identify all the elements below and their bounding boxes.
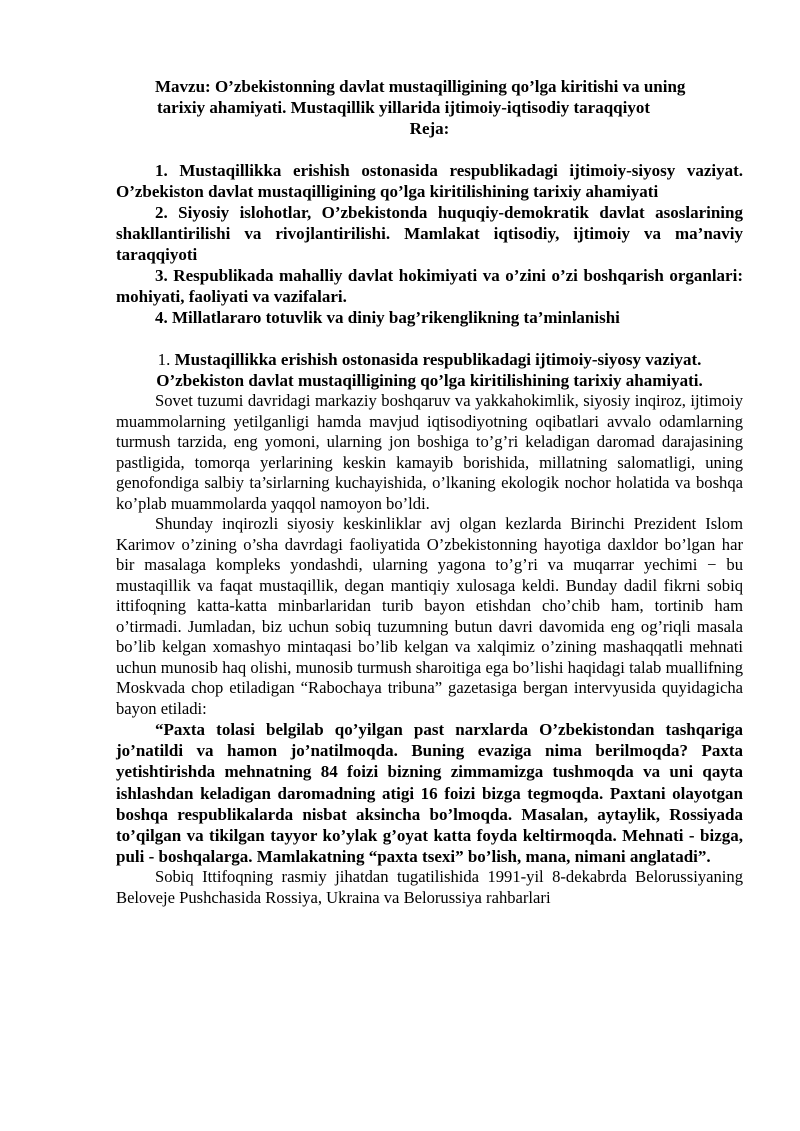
section-1-heading (116, 349, 743, 391)
title-line-2: tarixiy ahamiyati. Mustaqillik yillarida ijtimoiy-iqtisodiy taraqqiyot (157, 98, 651, 117)
document-page (116, 76, 743, 908)
section-1-number: 1. (157, 350, 175, 369)
paragraph-2: Shunday inqirozli siyosiy keskinliklar avj olgan kezlarda Birinchi Prezident Islom Karimov o’zining o’sha davrdagi faoliyatida O’zbekistonning hayotiga daxldor bo’lgan har bir masalaga kompleks yondashdi, ularning yagona to’g’ri va muqarrar yechimi − bu mustaqillik va faqat mustaqillik, degan mantiqiy xulosaga keldi. Bunday dadil fikrni sobiq ittifoqning katta-katta minbarlaridan turib bayon etishdan cho’chib ham, tortinib ham o’tirmadi. Jumladan, biz uchun sobiq tuzumning butun davri davomida eng og’riqli masala bo’lib kelgan xomashyo mintaqasi bo’lib kelgan va xalqimiz o’zining mashaqqatli mehnati uchun munosib haq olishi, munosib turmush sharoitiga ega bo’lishi haqidagi talab muallifning Moskvada chop etiladigan “Rabochaya tribuna” gazetasiga bergan intervyusida quyidagicha bayon etiladi: (116, 514, 743, 718)
paragraph-1: Sovet tuzumi davridagi markaziy boshqaruv va yakkahokimlik, siyosiy inqiroz, ijtimoiy muammolarning yetilganligi hamda mavjud iqtisodiyotning oqibatlari avvalo odamlarning turmush tarzida, eng yomoni, ularning jon boshiga to’g’ri keladigan daromad darajasining pastligida, tomorqa yerlarining keskin kamayib borishida, millatning salomatligi, uning genofondiga salbiy ta’sirlarning kuchayishida, o’lkaning ekologik nochor holatida va boshqa ko’plab muammolarda yaqqol namoyon bo’ldi. (116, 391, 743, 513)
document-title (116, 76, 743, 118)
plan-item-2: 2. Siyosiy islohotlar, O’zbekistonda huquqiy-demokratik davlat asoslarining shakllantirilishi va rivojlantirilishi. Mamlakat iqtisodiy, ijtimoiy va ma’naviy taraqqiyoti (116, 203, 743, 264)
quote-paragraph: “Paxta tolasi belgilab qo’yilgan past narxlarda O’zbekistondan tashqariga jo’natildi va hamon jo’natilmoqda. Buning evaziga nima berilmoqda? Paxta yetishtirishda mehnatning 84 foizi bizning zimmamizga tushmoqda va uni qayta ishlashdan keladigan daromadning atigi 16 foizi bizga tegmoqda. Paxtani olayotgan boshqa respublikalarda nisbat aksincha bo’lmoqda. Masalan, aytaylik, Rossiyada to’qilgan va tikilgan tayyor ko’ylak g’oyat katta foyda keltirmoqda. Mehnati - bizga, puli - boshqalarga. Mamlakatning “paxta tsexi” bo’lish, mana, nimani anglatadi”. (116, 720, 743, 867)
plan-list (116, 160, 743, 328)
title-line-1: Mavzu: O’zbekistonning davlat mustaqilligining qo’lga kiritishi va uning (155, 77, 686, 96)
section-1-heading-text: Mustaqillikka erishish ostonasida respublikadagi ijtimoiy-siyosy vaziyat. O’zbekiston davlat mustaqilligining qo’lga kiritilishining tarixiy ahamiyati. (156, 350, 703, 390)
plan-label: Reja: (409, 119, 450, 138)
paragraph-3: Sobiq Ittifoqning rasmiy jihatdan tugatilishida 1991-yil 8-dekabrda Belorussiyaning Beloveje Pushchasida Rossiya, Ukraina va Belorussiya rahbarlari (116, 867, 743, 907)
plan-item-3: 3. Respublikada mahalliy davlat hokimiyati va o’zini o’zi boshqarish organlari: mohiyati, faoliyati va vazifalari. (116, 266, 743, 306)
plan-item-1: 1. Mustaqillikka erishish ostonasida respublikadagi ijtimoiy-siyosy vaziyat. O’zbekiston davlat mustaqilligining qo’lga kiritilishining tarixiy ahamiyati (116, 161, 743, 201)
plan-item-4: 4. Millatlararo totuvlik va diniy bag’rikenglikning ta’minlanishi (155, 308, 620, 327)
